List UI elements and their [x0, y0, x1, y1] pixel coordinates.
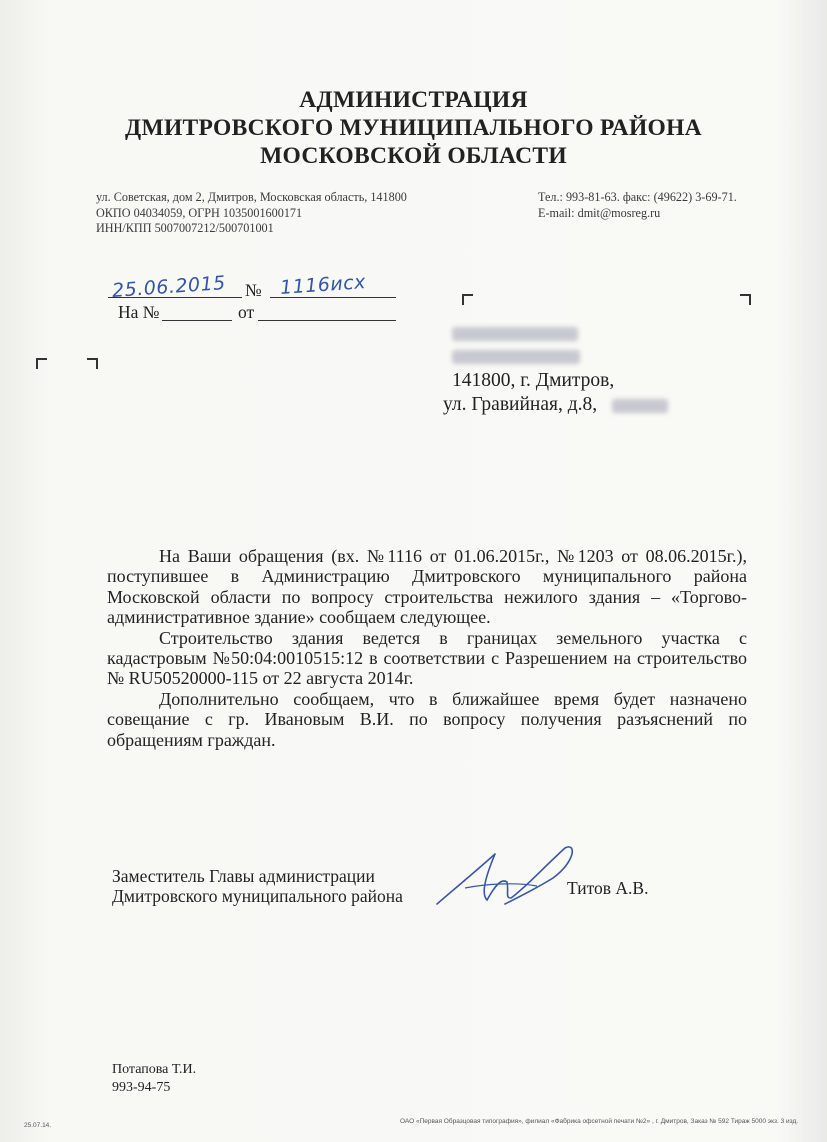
from-label: от	[238, 302, 255, 322]
email-line: E-mail: dmit@mosreg.ru	[538, 205, 661, 220]
inn-line: ИНН/КПП 5007007212/500701001	[96, 221, 274, 235]
outgoing-date: 25.06.2015	[111, 272, 227, 302]
executor-phone: 993-94-75	[112, 1080, 171, 1095]
reply-label: На №	[118, 302, 160, 322]
date-underline	[108, 297, 242, 298]
signer-name: Титов А.В.	[567, 878, 649, 898]
corner-mark-icon	[740, 294, 751, 305]
body-paragraph-2: Строительство здания ведется в границах земельного участка с кадастровым №50:04:0010515:12 в соответствии с Разрешением на строительство № RU50520000-115 от 22 августа 2014г.	[107, 627, 747, 689]
redacted-apartment	[612, 399, 668, 413]
phone-line: Тел.: 993-81-63. факс: (49622) 3-69-71.	[538, 190, 737, 204]
number-underline	[270, 297, 396, 298]
okpo-line: ОКПО 04034059, ОГРН 1035001600171	[96, 205, 303, 220]
signer-position-line1: Заместитель Главы администрации	[112, 866, 375, 886]
recipient-street: ул. Гравийная, д.8,	[443, 394, 598, 415]
reply-number-underline	[162, 320, 232, 321]
corner-mark-icon	[87, 358, 98, 369]
requisites-left	[96, 190, 407, 237]
address-line: ул. Советская, дом 2, Дмитров, Московская область, 141800	[96, 190, 407, 204]
org-title-line1: АДМИНИСТРАЦИЯ	[299, 87, 528, 113]
handwritten-signature	[425, 838, 595, 913]
outgoing-number: 1116исх	[279, 271, 367, 299]
letter-body	[107, 546, 747, 750]
recipient-city: 141800, г. Дмитров,	[452, 370, 615, 391]
org-title-line3: МОСКОВСКОЙ ОБЛАСТИ	[260, 143, 567, 169]
executor-name: Потапова Т.И.	[112, 1062, 197, 1077]
number-label: №	[245, 280, 262, 300]
form-print-date: 25.07.14.	[24, 1122, 52, 1129]
redacted-recipient-name	[452, 327, 578, 341]
redacted-recipient-email	[452, 350, 580, 364]
corner-mark-icon	[36, 358, 47, 369]
requisites-right	[538, 190, 737, 221]
printer-imprint: ОАО «Первая Образцовая типография», филиал «Фабрика офсетной печати №2» , г. Дмитров, Заказ № 592 Тираж 5000 экз. 3 изд.	[400, 1118, 799, 1125]
corner-mark-icon	[462, 294, 473, 305]
body-paragraph-1: На Ваши обращения (вх. №1116 от 01.06.2015г., №1203 от 08.06.2015г.), поступившее в Администрацию Дмитровского муниципального района Московской области по вопросу строительства нежилого здания – «Торгово-административное здание» сообщаем следующее.	[107, 546, 747, 628]
org-title-line2: ДМИТРОВСКОГО МУНИЦИПАЛЬНОГО РАЙОНА	[125, 115, 702, 141]
body-paragraph-3: Дополнительно сообщаем, что в ближайшее время будет назначено совещание с гр. Ивановым В.И. по вопросу получения разъяснений по обращениям граждан.	[107, 688, 747, 750]
reply-date-underline	[258, 320, 396, 321]
signer-position-line2: Дмитровского муниципального района	[112, 886, 403, 906]
